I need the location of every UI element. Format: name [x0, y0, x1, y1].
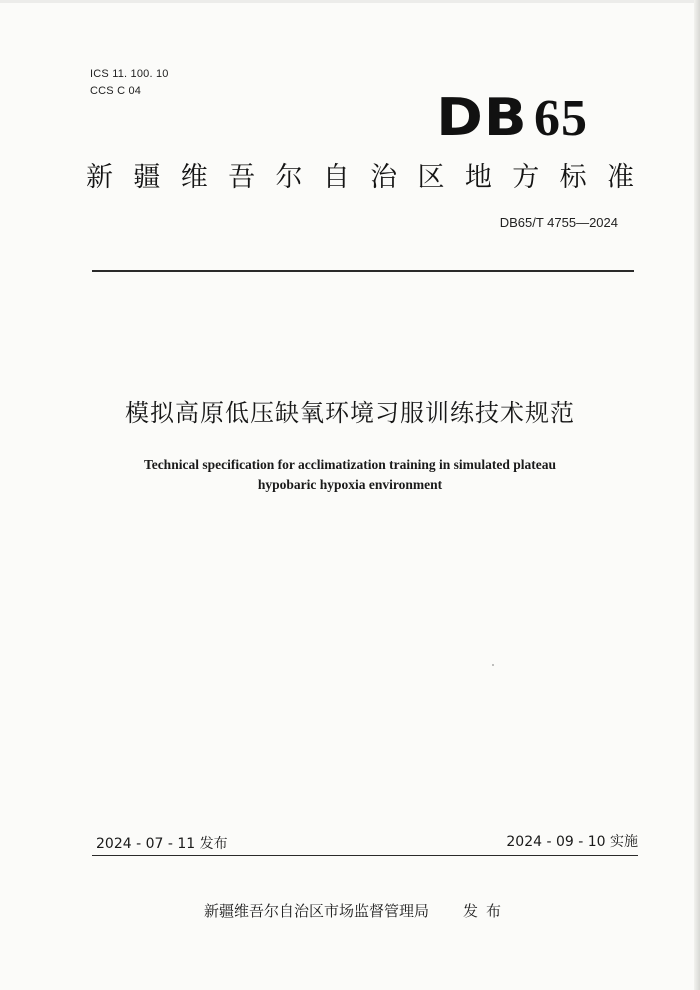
db65-logo — [436, 88, 588, 148]
title-english — [0, 455, 700, 495]
standard-type-char: 吾 — [228, 162, 256, 193]
publish-date: 2024 - 07 - 11 发布 — [96, 836, 228, 852]
logo-letters: DB — [436, 88, 528, 148]
scan-edge-top — [0, 0, 700, 3]
issuer-action: 发布 — [463, 902, 510, 920]
issuer-name: 新疆维吾尔自治区市场监督管理局 — [204, 902, 430, 920]
standard-type-char: 方 — [512, 162, 540, 193]
scan-speck — [492, 664, 494, 666]
issuer-line — [204, 899, 509, 923]
effective-date: 2024 - 09 - 10 实施 — [506, 834, 638, 850]
standard-type-char: 疆 — [133, 162, 161, 193]
title-english-line-2: hypobaric hypoxia environment — [257, 477, 443, 492]
standard-type-heading — [86, 158, 634, 198]
standard-type-char: 标 — [559, 162, 587, 193]
standard-type-char: 准 — [606, 162, 634, 193]
standard-type-char: 尔 — [275, 162, 303, 193]
standard-type-char: 自 — [322, 162, 350, 193]
standard-number: DB65/T 4755—2024 — [499, 215, 618, 230]
logo-number: 65 — [534, 90, 588, 147]
ics-code: ICS 11. 100. 10 — [90, 68, 169, 80]
title-english-line-1: Technical specification for acclimatization training in simulated plateau — [143, 457, 557, 472]
classification-codes — [90, 66, 169, 100]
standard-type-char: 新 — [86, 162, 113, 193]
standard-type-char: 区 — [417, 162, 445, 193]
ccs-code: CCS C 04 — [90, 85, 142, 97]
standard-type-char: 治 — [370, 162, 398, 193]
footer-divider — [92, 855, 638, 856]
title-chinese: 模拟高原低压缺氧环境习服训练技术规范 — [125, 399, 575, 427]
scan-edge-right — [694, 0, 700, 990]
header-divider — [92, 270, 634, 272]
standard-type-char: 维 — [180, 162, 208, 193]
standard-type-char: 地 — [464, 162, 492, 193]
